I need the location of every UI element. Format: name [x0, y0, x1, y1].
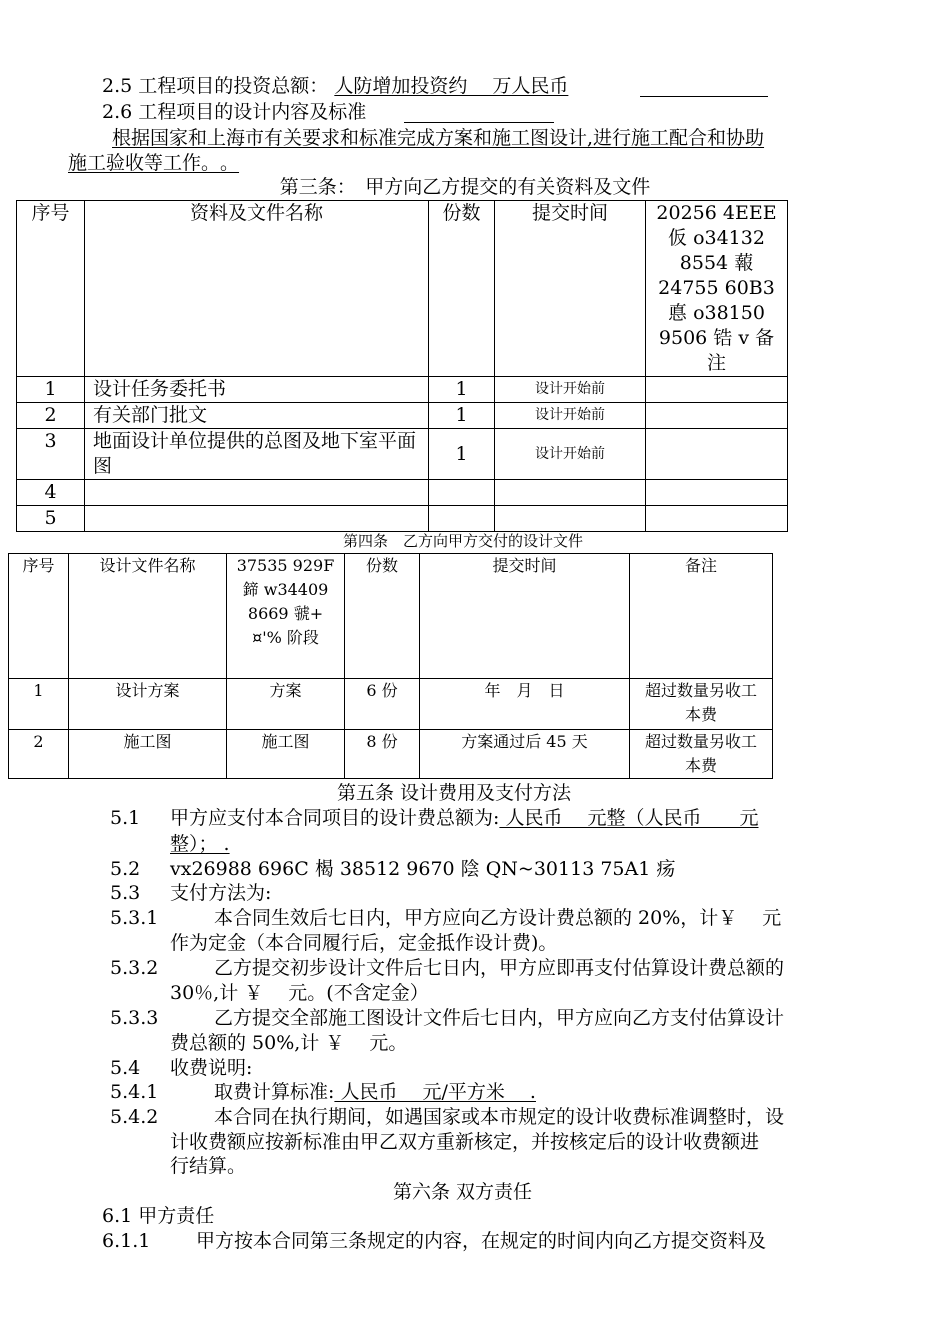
item-5-4-2-number: 5.4.2: [110, 1106, 159, 1128]
item-2-6-label: 工程项目的设计内容及标准: [138, 101, 367, 123]
article-3-table: [16, 200, 788, 532]
item-5-3-number: 5.3: [110, 882, 141, 904]
table-row: 2 有关部门批文 1 设计开始前: [17, 403, 788, 429]
design-scope-line1: 根据国家和上海市有关要求和标准完成方案和施工图设计,进行施工配合和协助: [112, 127, 765, 149]
item-5-4-text: 收费说明:: [170, 1057, 253, 1079]
item-2-6: [102, 99, 366, 125]
header-note: 备注: [630, 554, 773, 679]
item-2-5: [102, 73, 568, 99]
table-header-row: [17, 201, 788, 377]
item-6-1-1-number: 6.1.1: [102, 1230, 151, 1252]
table-row: 4: [17, 480, 788, 506]
blank-line: [640, 96, 768, 97]
table-row: 1 设计方案 方案 6 份 年 月 日 超过数量另收工本费: [9, 679, 773, 730]
item-2-5-label: 工程项目的投资总额：: [138, 75, 329, 97]
item-5-2-text: vx26988 696C 楬 38512 9670 陰 QN~30113 75A1 疡: [170, 858, 676, 880]
item-5-3-2-number: 5.3.2: [110, 957, 159, 979]
table-row: 2 施工图 施工图 8 份 方案通过后 45 天 超过数量另收工本费: [9, 730, 773, 779]
header-copies: 份数: [429, 201, 495, 377]
header-no: 序号: [9, 554, 69, 679]
item-5-3-2-line1: 乙方提交初步设计文件后七日内，甲方应即再支付估算设计费总额的: [214, 957, 785, 979]
item-5-3-1-line2: 作为定金（本合同履行后，定金抵作设计费)。: [170, 932, 558, 954]
item-5-1-text: 甲方应支付本合同项目的设计费总额为: 人民币 元整（人民币 元: [170, 807, 759, 829]
article-4-table: [8, 553, 773, 779]
item-5-4-2-line1: 本合同在执行期间，如遇国家或本市规定的设计收费标准调整时，设: [214, 1106, 785, 1128]
header-time: 提交时间: [495, 201, 646, 377]
article-3-title: 第三条： 甲方向乙方提交的有关资料及文件: [279, 176, 651, 198]
item-5-4-number: 5.4: [110, 1057, 141, 1079]
item-2-5-number: 2.5: [102, 75, 133, 97]
item-5-3-text: 支付方法为:: [170, 882, 272, 904]
investment-amount: 人防增加投资约 万人民币: [334, 75, 569, 97]
item-5-3-1-number: 5.3.1: [110, 907, 159, 929]
header-time: 提交时间: [420, 554, 630, 679]
header-file-name: 设计文件名称: [69, 554, 227, 679]
article-6-title: 第六条 双方责任: [393, 1181, 533, 1203]
table-header-row: [9, 554, 773, 679]
design-scope-line2: 施工验收等工作。。: [68, 152, 240, 174]
blank-line: [404, 122, 554, 123]
header-name: 资料及文件名称: [85, 201, 429, 377]
table-row: 1 设计任务委托书 1 设计开始前: [17, 377, 788, 403]
item-5-4-2-line2: 计收费额应按新标准由甲乙双方重新核定，并按核定后的设计收费额进: [170, 1131, 760, 1153]
header-stage: 37535 929F 鍗 w34409 8669 虢+ ¤'% 阶段: [227, 554, 345, 679]
article-5-title: 第五条 设计费用及支付方法: [337, 782, 572, 804]
item-5-1-text-cont: 整）； .: [170, 833, 230, 855]
item-5-2-number: 5.2: [110, 858, 141, 880]
item-5-3-3-line1: 乙方提交全部施工图设计文件后七日内，甲方应向乙方支付估算设计: [214, 1007, 785, 1029]
item-5-3-3-line2: 费总额的 50%,计 ￥ 元。: [170, 1032, 408, 1054]
article-4-title: 第四条 乙方向甲方交付的设计文件: [343, 532, 584, 550]
item-5-4-1-text: 取费计算标准: 人民币 元/平方米 .: [214, 1081, 536, 1103]
item-5-4-2-line3: 行结算。: [170, 1155, 247, 1177]
table-row: 3 地面设计单位提供的总图及地下室平面图 1 设计开始前: [17, 429, 788, 480]
item-6-1-1-text: 甲方按本合同第三条规定的内容，在规定的时间内向乙方提交资料及: [196, 1230, 767, 1252]
header-note: 20256 4EEE 仮 o34132 8554 蕔 24755 60B3 悳 o38150 9506 锆 v 备 注: [646, 201, 788, 377]
item-5-4-1-number: 5.4.1: [110, 1081, 159, 1103]
table-row: 5: [17, 506, 788, 532]
item-6-1: 6.1 甲方责任: [102, 1205, 215, 1227]
item-2-6-number: 2.6: [102, 101, 133, 123]
item-5-3-3-number: 5.3.3: [110, 1007, 159, 1029]
item-5-1-number: 5.1: [110, 807, 141, 829]
header-no: 序号: [17, 201, 85, 377]
header-copies: 份数: [345, 554, 420, 679]
item-5-3-2-line2: 30％,计 ￥ 元。(不含定金）: [170, 982, 429, 1004]
item-5-3-1-line1: 本合同生效后七日内，甲方应向乙方设计费总额的 20%，计￥ 元: [214, 907, 782, 929]
